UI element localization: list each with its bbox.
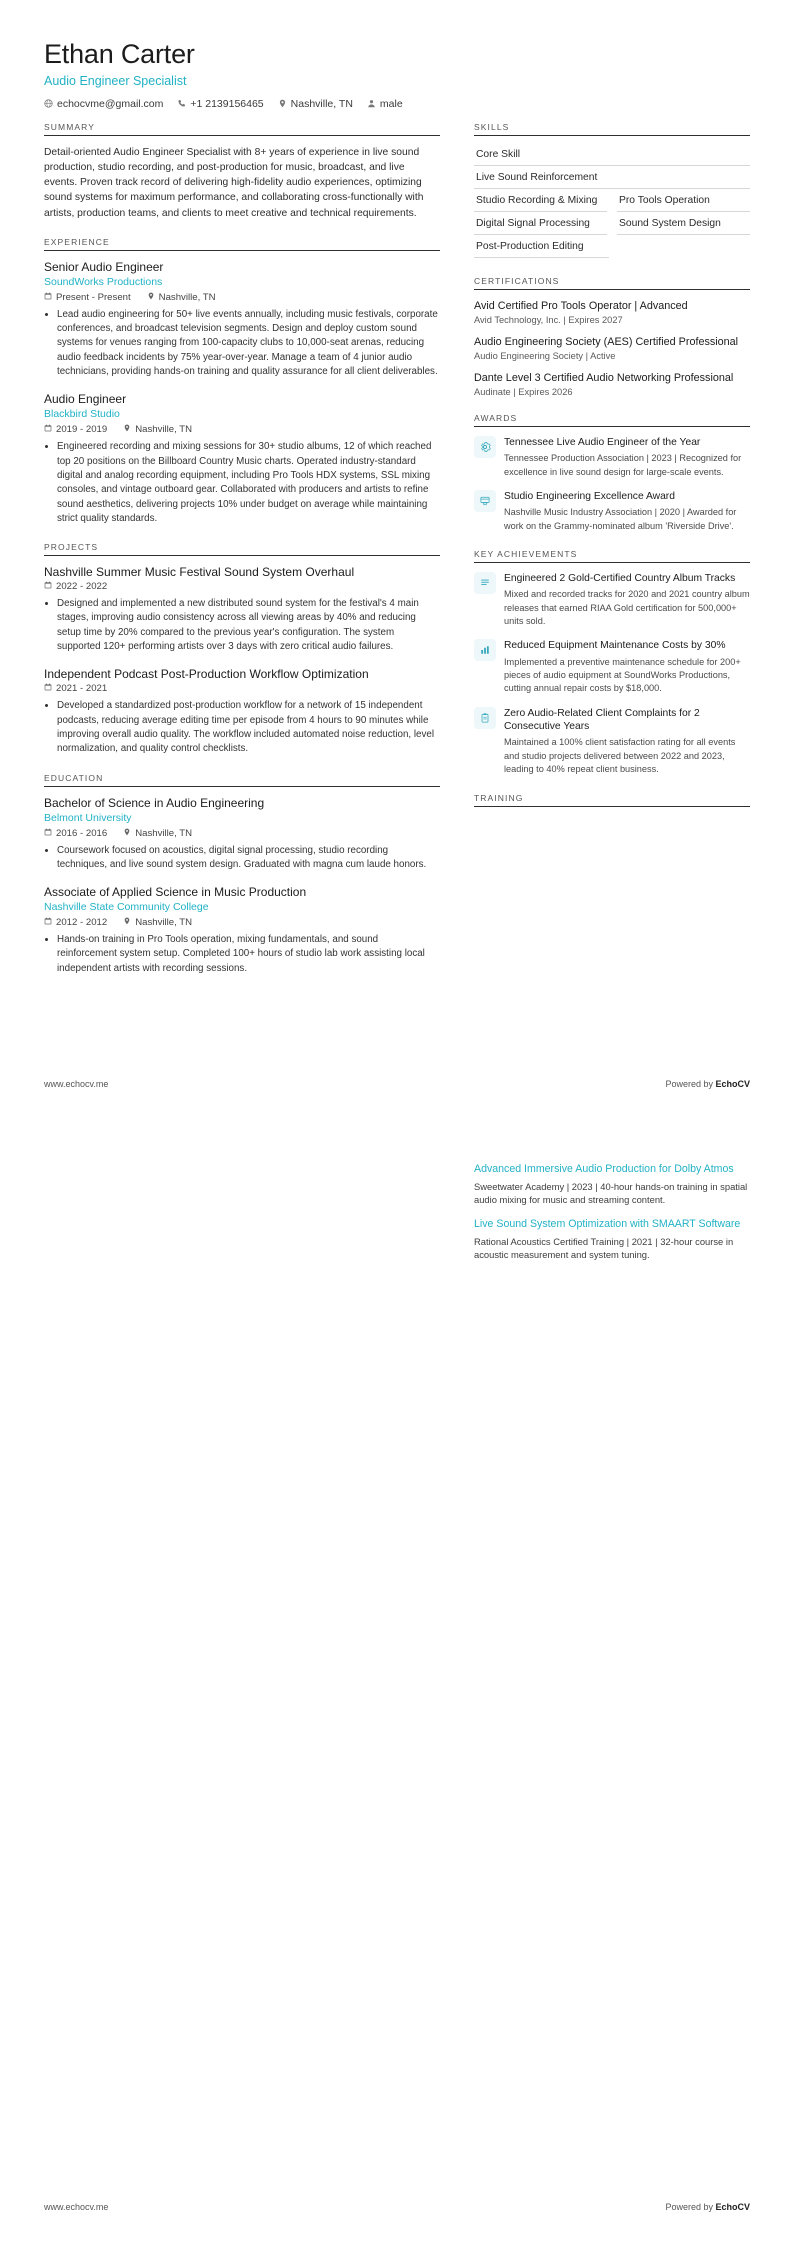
skill-item: Digital Signal Processing bbox=[474, 214, 607, 235]
education-location bbox=[123, 828, 192, 839]
resume-page-2 bbox=[0, 1123, 794, 2246]
education-location bbox=[123, 917, 192, 928]
calendar-icon bbox=[44, 683, 52, 694]
location-icon bbox=[123, 424, 131, 435]
education-location-text: Nashville, TN bbox=[135, 917, 193, 929]
education-bullets bbox=[44, 933, 440, 976]
education-meta bbox=[44, 917, 440, 928]
left-column bbox=[44, 122, 440, 992]
certification-item bbox=[474, 299, 750, 325]
footer-brand bbox=[665, 1079, 750, 1089]
education-degree: Associate of Applied Science in Music Production bbox=[44, 885, 307, 900]
section-experience bbox=[44, 237, 440, 526]
project-bullets bbox=[44, 597, 440, 654]
project-entry bbox=[44, 667, 440, 756]
contact-location bbox=[278, 98, 353, 110]
section-training bbox=[474, 793, 750, 807]
experience-dates bbox=[44, 424, 107, 435]
experience-location bbox=[147, 292, 216, 303]
section-certifications bbox=[474, 276, 750, 397]
award-title: Studio Engineering Excellence Award bbox=[504, 490, 675, 502]
resume-body bbox=[44, 122, 750, 992]
candidate-name: Ethan Carter bbox=[44, 39, 195, 69]
contact-phone[interactable] bbox=[177, 98, 263, 110]
section-training-continued bbox=[474, 1163, 750, 1262]
achievement-item bbox=[474, 707, 750, 777]
contact-email-text: echocvme@gmail.com bbox=[57, 97, 164, 110]
section-title-summary: SUMMARY bbox=[44, 122, 440, 136]
section-projects bbox=[44, 542, 440, 756]
calendar-icon bbox=[44, 292, 52, 303]
calendar-icon bbox=[44, 581, 52, 592]
training-desc: Sweetwater Academy | 2023 | 40-hour hands-on training in spatial audio mixing for music and streaming content. bbox=[474, 1180, 748, 1206]
location-icon bbox=[278, 99, 287, 108]
certification-item bbox=[474, 371, 750, 397]
project-bullets bbox=[44, 699, 440, 756]
calendar-icon bbox=[44, 424, 52, 435]
project-dates-text: 2021 - 2021 bbox=[56, 683, 108, 695]
experience-org[interactable]: SoundWorks Productions bbox=[44, 275, 163, 288]
education-entry bbox=[44, 796, 440, 873]
achievement-title: Zero Audio-Related Client Complaints for 2 Consecutive Years bbox=[504, 707, 700, 733]
footer-site[interactable]: www.echocv.me bbox=[44, 2202, 109, 2212]
experience-meta bbox=[44, 424, 440, 435]
section-awards bbox=[474, 413, 750, 533]
education-meta bbox=[44, 828, 440, 839]
right-column bbox=[474, 122, 750, 823]
right-column-page2 bbox=[474, 1163, 750, 1278]
education-entry bbox=[44, 885, 440, 976]
location-icon bbox=[123, 917, 131, 928]
ribbon-icon bbox=[474, 490, 496, 512]
experience-location bbox=[123, 424, 192, 435]
list-icon bbox=[474, 572, 496, 594]
skill-pair-row bbox=[474, 214, 750, 237]
experience-entry bbox=[44, 260, 440, 379]
globe-icon bbox=[44, 99, 53, 108]
certification-meta: Audinate | Expires 2026 bbox=[474, 386, 573, 397]
experience-dates-text: 2019 - 2019 bbox=[56, 424, 108, 436]
experience-location-text: Nashville, TN bbox=[135, 424, 193, 436]
achievement-title: Reduced Equipment Maintenance Costs by 30% bbox=[504, 640, 726, 652]
skill-item: Live Sound Reinforcement bbox=[474, 168, 750, 189]
list-item: • Engineered recording and mixing sessions for 30+ studio albums, 12 of which reached top 20 positions on the Billboard Country Music charts. Operated industry-standard digital and analog recording equipment, including Pro Tools HDX systems, SSL mixing consoles, and vintage outboard gear. Collaborated with producers and artists to refine sound aesthetics, delivering projects 10% under budget on average while maintaining strict quality standards. bbox=[57, 440, 440, 526]
section-title-projects: PROJECTS bbox=[44, 542, 440, 556]
section-skills bbox=[474, 122, 750, 260]
skill-item: Sound System Design bbox=[617, 214, 750, 235]
list-item: • Designed and implemented a new distributed sound system for the festival's 4 main stages, improving audio consistency across all viewing areas by 40% and reducing setup time by 20% compared to the previous year's configuration. The system supported 120+ performing artists over 3 days with zero critical audio failures. bbox=[57, 597, 440, 654]
achievement-item bbox=[474, 572, 750, 628]
project-title: Independent Podcast Post-Production Workflow Optimization bbox=[44, 667, 369, 682]
page-footer bbox=[44, 1079, 750, 1089]
training-item bbox=[474, 1218, 750, 1262]
contact-phone-text: +1 2139156465 bbox=[190, 97, 264, 110]
section-education bbox=[44, 773, 440, 976]
footer-brand-name: EchoCV bbox=[715, 2202, 750, 2212]
award-title: Tennessee Live Audio Engineer of the Year bbox=[504, 436, 701, 448]
training-desc: Rational Acoustics Certified Training | 2021 | 32-hour course in acoustic measurement and system tuning. bbox=[474, 1235, 734, 1261]
project-dates bbox=[44, 581, 107, 592]
footer-powered-prefix: Powered by bbox=[665, 2202, 716, 2212]
section-title-experience: EXPERIENCE bbox=[44, 237, 440, 251]
skill-pair-row bbox=[474, 237, 750, 260]
training-title[interactable]: Live Sound System Optimization with SMAART Software bbox=[474, 1218, 741, 1231]
section-title-key-achievements: KEY ACHIEVEMENTS bbox=[474, 549, 750, 563]
experience-title: Audio Engineer bbox=[44, 392, 127, 407]
contact-email[interactable] bbox=[44, 98, 163, 110]
page-footer bbox=[44, 2202, 750, 2212]
experience-dates-text: Present - Present bbox=[56, 291, 131, 303]
education-school[interactable]: Nashville State Community College bbox=[44, 901, 209, 914]
achievement-desc: Implemented a preventive maintenance schedule for 200+ pieces of audio equipment at SoundWorks Productions, cutting annual repair costs by $18,000. bbox=[504, 656, 741, 694]
education-dates bbox=[44, 828, 107, 839]
education-degree: Bachelor of Science in Audio Engineering bbox=[44, 795, 265, 810]
achievement-desc: Mixed and recorded tracks for 2020 and 2021 country album releases that earned RIAA Gold certification for 500,000+ units sold. bbox=[504, 589, 750, 626]
contact-gender bbox=[367, 98, 403, 110]
award-item bbox=[474, 490, 750, 533]
skill-item: Pro Tools Operation bbox=[617, 191, 750, 212]
skill-core-heading: Core Skill bbox=[474, 145, 750, 166]
project-title: Nashville Summer Music Festival Sound System Overhaul bbox=[44, 565, 355, 580]
candidate-headline: Audio Engineer Specialist bbox=[44, 73, 187, 88]
certification-meta: Audio Engineering Society | Active bbox=[474, 350, 616, 361]
experience-meta bbox=[44, 292, 440, 303]
section-title-awards: AWARDS bbox=[474, 413, 750, 427]
achievement-title: Engineered 2 Gold-Certified Country Album Tracks bbox=[504, 572, 736, 584]
section-key-achievements bbox=[474, 549, 750, 777]
certification-meta: Avid Technology, Inc. | Expires 2027 bbox=[474, 314, 623, 325]
project-meta bbox=[44, 683, 440, 694]
list-item: • Coursework focused on acoustics, digital signal processing, studio recording techniques, and live sound system design. Graduated with magna cum laude honors. bbox=[57, 844, 440, 873]
calendar-icon bbox=[44, 917, 52, 928]
footer-brand bbox=[665, 2202, 750, 2212]
skill-pair-row bbox=[474, 191, 750, 214]
education-school[interactable]: Belmont University bbox=[44, 811, 132, 824]
section-title-education: EDUCATION bbox=[44, 773, 440, 787]
education-dates bbox=[44, 917, 107, 928]
skill-item: Studio Recording & Mixing bbox=[474, 191, 607, 212]
calendar-icon bbox=[44, 828, 52, 839]
skill-item: Post-Production Editing bbox=[474, 237, 609, 258]
education-dates-text: 2016 - 2016 bbox=[56, 827, 108, 839]
experience-bullets bbox=[44, 308, 440, 379]
education-bullets bbox=[44, 844, 440, 873]
achievement-desc: Maintained a 100% client satisfaction rating for all events and studio projects delivered between 2022 and 2023, leading to 40% repeat client business. bbox=[504, 737, 736, 775]
award-item bbox=[474, 436, 750, 479]
experience-entry bbox=[44, 392, 440, 526]
list-item: • Lead audio engineering for 50+ live events annually, including music festivals, corporate conferences, and broadcast television segments. Design and deploy custom sound systems for venues ranging from 100-capacity clubs to 10,000-seat arenas, reducing audio feedback incidents by 75% year-over-year. Manage a team of 4 junior audio technicians, providing hands-on training and quality assurance for all client deliverables. bbox=[57, 308, 440, 379]
location-icon bbox=[147, 292, 155, 303]
experience-dates bbox=[44, 292, 131, 303]
project-dates-text: 2022 - 2022 bbox=[56, 581, 108, 593]
contact-location-text: Nashville, TN bbox=[290, 97, 353, 110]
education-location-text: Nashville, TN bbox=[135, 827, 193, 839]
contact-row bbox=[44, 98, 750, 122]
award-desc: Nashville Music Industry Association | 2020 | Awarded for work on the Grammy-nominated album 'Riverside Drive'. bbox=[504, 507, 737, 531]
project-meta bbox=[44, 581, 440, 592]
gear-icon bbox=[474, 436, 496, 458]
certification-item bbox=[474, 335, 750, 361]
project-dates bbox=[44, 683, 107, 694]
list-item: • Developed a standardized post-production workflow for a network of 15 independent podcasts, reducing average editing time per episode from 4 hours to 90 minutes while improving overall audio quality. The workflow included automated noise reduction, level normalization, and quality control checklists. bbox=[57, 699, 440, 756]
resume-header bbox=[44, 40, 750, 122]
experience-location-text: Nashville, TN bbox=[158, 291, 216, 303]
experience-bullets bbox=[44, 440, 440, 526]
summary-text: Detail-oriented Audio Engineer Specialist with 8+ years of experience in live sound production, studio recording, and post-production for music, broadcast, and live events. Proven track record of delivering high-fidelity audio experiences, optimizing sound systems for maximum performance, and collaborating cross-functionally with artists, production teams, and clients to meet creative and technical requirements. bbox=[44, 146, 424, 219]
experience-org[interactable]: Blackbird Studio bbox=[44, 408, 120, 421]
training-item bbox=[474, 1163, 750, 1207]
footer-brand-name: EchoCV bbox=[715, 1079, 750, 1089]
contact-gender-text: male bbox=[379, 97, 403, 110]
footer-site[interactable]: www.echocv.me bbox=[44, 1079, 109, 1089]
phone-icon bbox=[177, 99, 186, 108]
person-icon bbox=[367, 99, 376, 108]
clipboard-icon bbox=[474, 707, 496, 729]
achievement-item bbox=[474, 639, 750, 695]
section-title-training: TRAINING bbox=[474, 793, 750, 807]
section-summary bbox=[44, 122, 440, 221]
award-desc: Tennessee Production Association | 2023 | Recognized for excellence in live sound design for large-scale events. bbox=[504, 453, 742, 477]
certification-name: Audio Engineering Society (AES) Certified Professional bbox=[474, 335, 739, 348]
training-title[interactable]: Advanced Immersive Audio Production for Dolby Atmos bbox=[474, 1163, 734, 1175]
section-title-certifications: CERTIFICATIONS bbox=[474, 276, 750, 290]
footer-powered-prefix: Powered by bbox=[665, 1079, 716, 1089]
location-icon bbox=[123, 828, 131, 839]
list-item: • Hands-on training in Pro Tools operation, mixing fundamentals, and sound reinforcement system setup. Completed 100+ hours of studio lab work assisting local independent artists with recording sessions. bbox=[57, 933, 440, 976]
project-entry bbox=[44, 565, 440, 654]
section-title-skills: SKILLS bbox=[474, 122, 750, 136]
chart-icon bbox=[474, 639, 496, 661]
education-dates-text: 2012 - 2012 bbox=[56, 917, 108, 929]
experience-title: Senior Audio Engineer bbox=[44, 259, 164, 274]
certification-name: Avid Certified Pro Tools Operator | Advanced bbox=[474, 299, 688, 312]
certification-name: Dante Level 3 Certified Audio Networking Professional bbox=[474, 371, 734, 384]
